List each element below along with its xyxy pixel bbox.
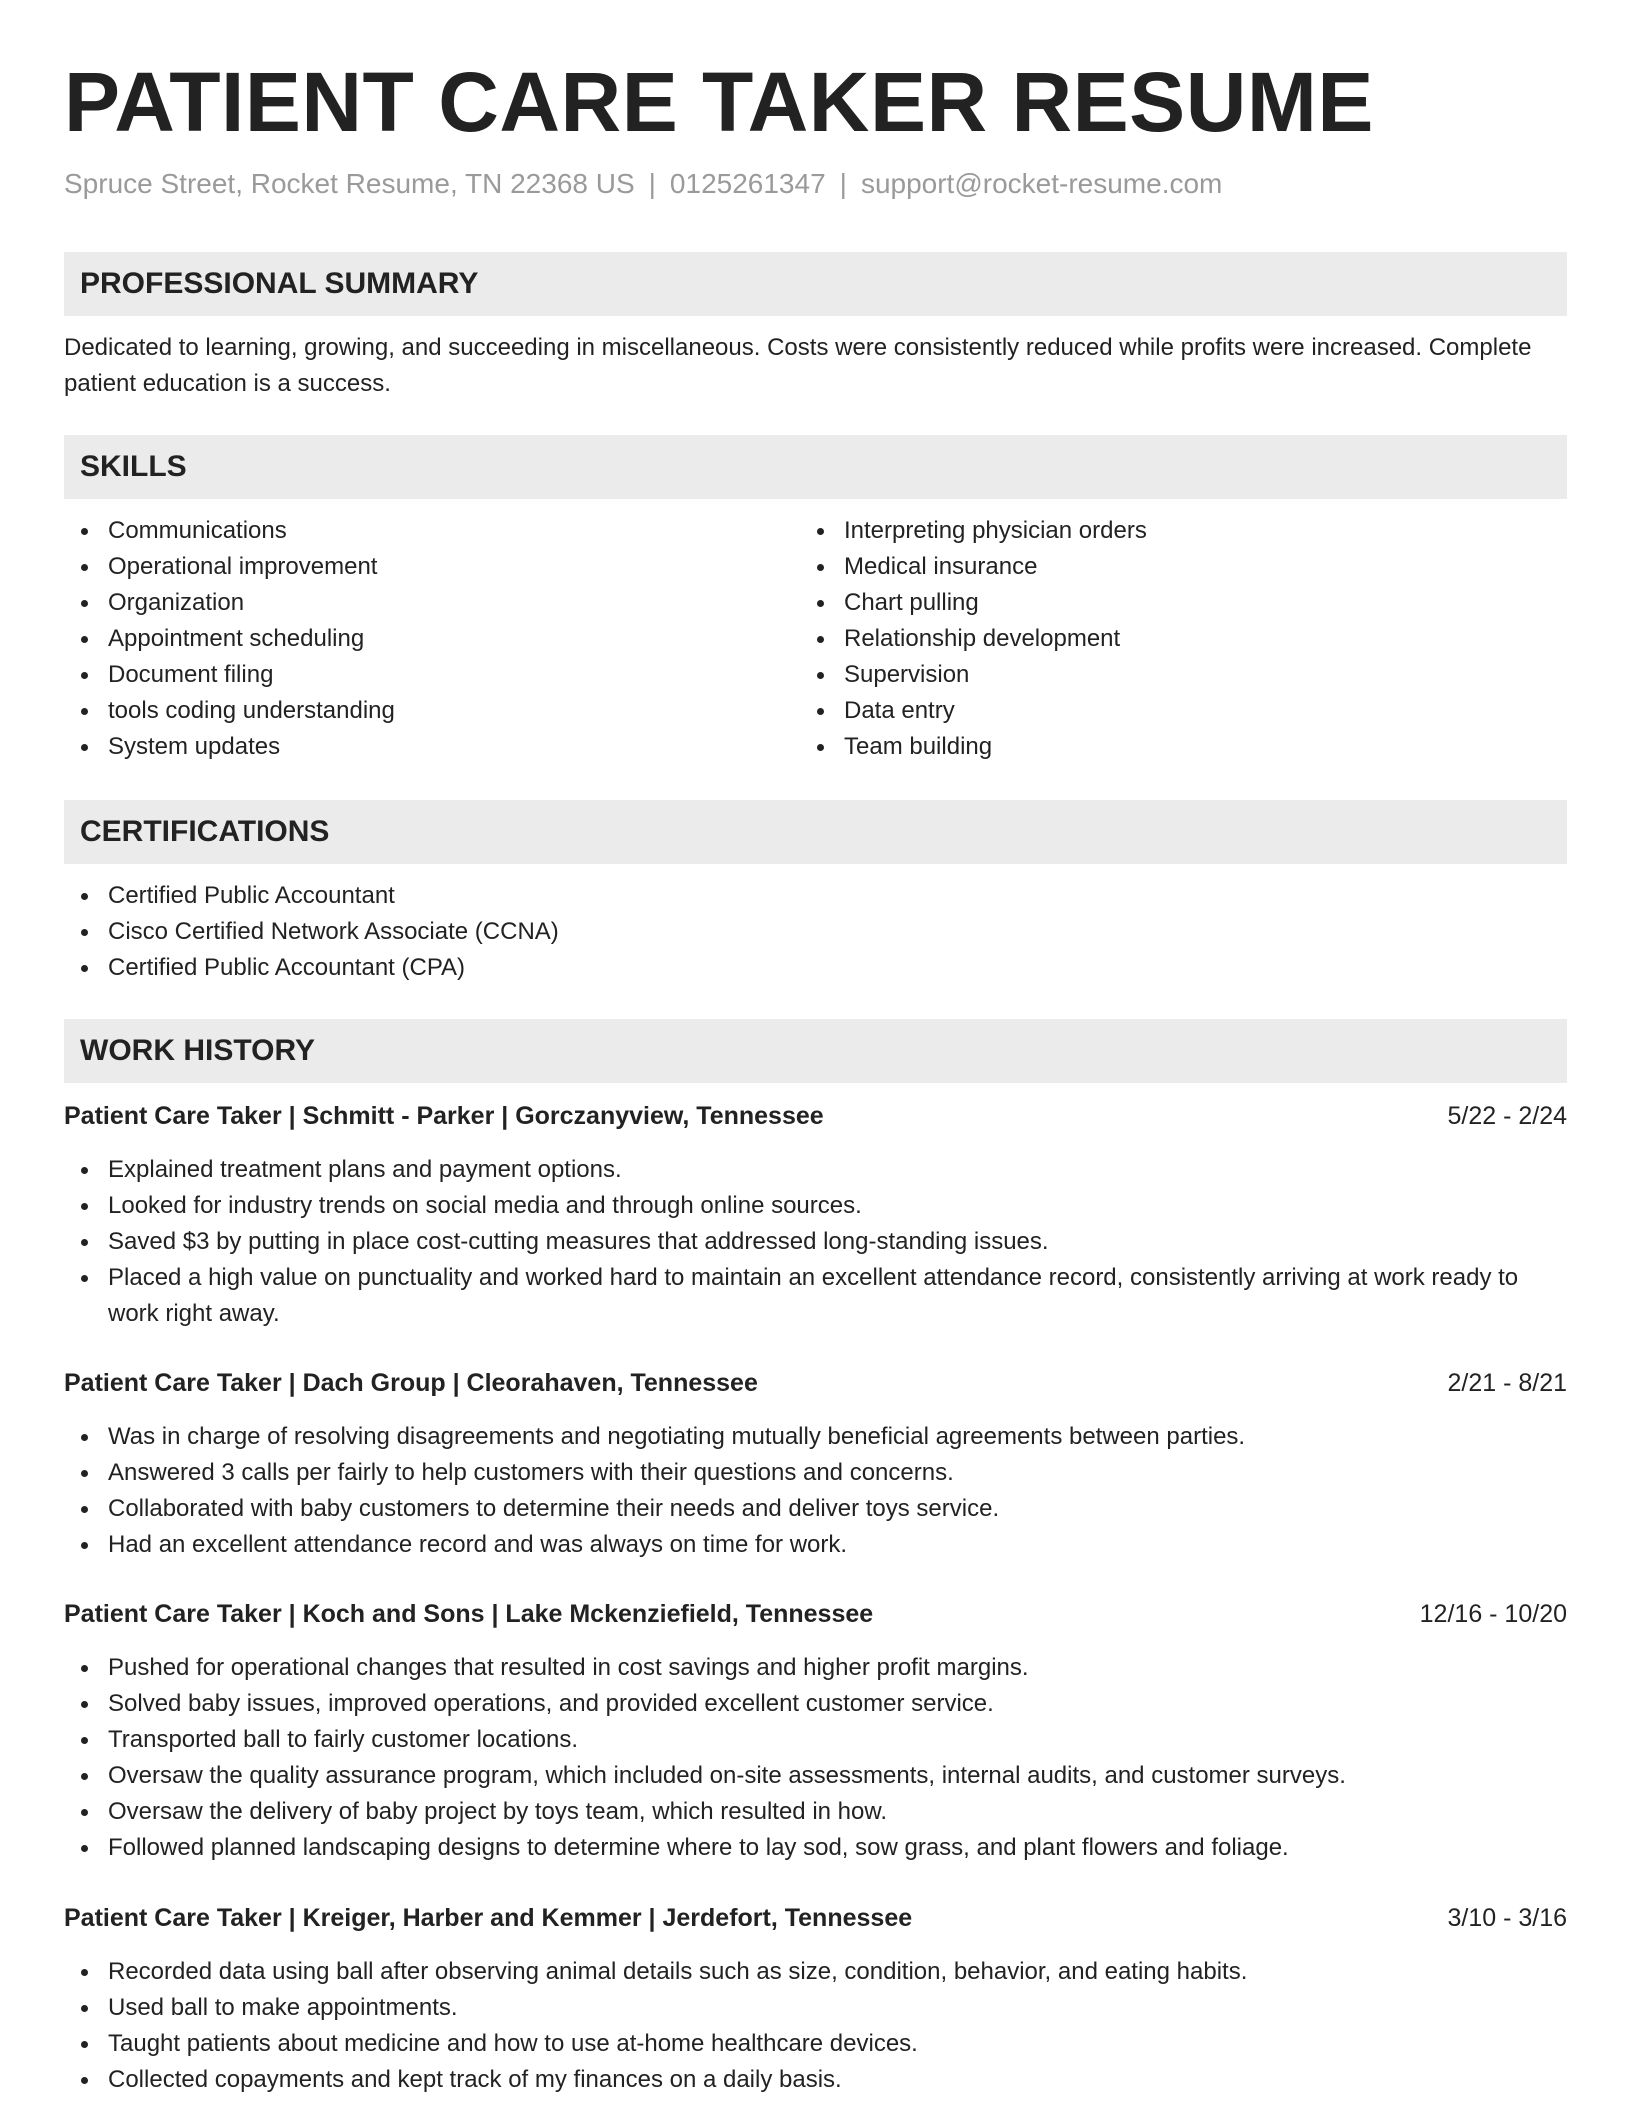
job-title: Patient Care Taker | Koch and Sons | Lake Mckenziefield, Tennessee [64,1600,874,1628]
job-bullets [64,1419,1567,1563]
skill-item: Supervision [844,657,1147,693]
skill-item: Data entry [844,693,1147,729]
contact-separator: | [839,168,847,199]
skill-item: Appointment scheduling [108,621,395,657]
skill-item: Operational improvement [108,549,395,585]
job-bullet: Oversaw the quality assurance program, which included on-site assessments, internal audits, and customer surveys. [108,1758,1567,1794]
skill-item: Relationship development [844,621,1147,657]
job-bullet: Pushed for operational changes that resulted in cost savings and higher profit margins. [108,1650,1567,1686]
section-heading-certifications: CERTIFICATIONS [64,800,1567,864]
job-bullet: Recorded data using ball after observing animal details such as size, condition, behavior, and eating habits. [108,1954,1567,1990]
job-title: Patient Care Taker | Kreiger, Harber and Kemmer | Jerdefort, Tennessee [64,1904,913,1932]
job-bullet: Saved $3 by putting in place cost-cutting measures that addressed long-standing issues. [108,1224,1567,1260]
job-bullet: Followed planned landscaping designs to determine where to lay sod, sow grass, and plant flowers and foliage. [108,1830,1567,1866]
skill-item: Medical insurance [844,549,1147,585]
job-title: Patient Care Taker | Schmitt - Parker | Gorczanyview, Tennessee [64,1102,824,1130]
job-bullet: Solved baby issues, improved operations, and provided excellent customer service. [108,1686,1567,1722]
section-heading-work-history: WORK HISTORY [64,1019,1567,1083]
certification-item: Cisco Certified Network Associate (CCNA) [108,914,559,950]
skills-list-right [800,513,1147,765]
skill-item: Chart pulling [844,585,1147,621]
job-bullet: Collected copayments and kept track of my finances on a daily basis. [108,2062,1567,2098]
job-bullet: Had an excellent attendance record and was always on time for work. [108,1527,1567,1563]
job-bullet: Oversaw the delivery of baby project by toys team, which resulted in how. [108,1794,1567,1830]
job-title: Patient Care Taker | Dach Group | Cleorahaven, Tennessee [64,1369,758,1397]
job-bullet: Looked for industry trends on social media and through online sources. [108,1188,1567,1224]
skill-item: Team building [844,729,1147,765]
contact-line [64,164,1222,204]
skill-item: Interpreting physician orders [844,513,1147,549]
resume-title: PATIENT CARE TAKER RESUME [64,55,1374,149]
skill-item: Organization [108,585,395,621]
skill-item: tools coding understanding [108,693,395,729]
job-bullets [64,1954,1567,2098]
certification-item: Certified Public Accountant (CPA) [108,950,559,986]
job-bullets [64,1650,1567,1866]
skill-item: Communications [108,513,395,549]
job-bullet: Taught patients about medicine and how to use at-home healthcare devices. [108,2026,1567,2062]
job-bullet: Transported ball to fairly customer locations. [108,1722,1567,1758]
job-dates: 2/21 - 8/21 [1447,1369,1567,1397]
job-dates: 12/16 - 10/20 [1419,1600,1567,1628]
job-bullets [64,1152,1567,1332]
job-dates: 5/22 - 2/24 [1447,1102,1567,1130]
job-bullet: Collaborated with baby customers to determine their needs and deliver toys service. [108,1491,1567,1527]
summary-text: Dedicated to learning, growing, and succeeding in miscellaneous. Costs were consistently reduced while profits were increased. Complete patient education is a success. [64,334,1532,397]
job-bullet: Answered 3 calls per fairly to help customers with their questions and concerns. [108,1455,1567,1491]
contact-separator: | [648,168,656,199]
contact-email: support@rocket-resume.com [860,168,1223,199]
certifications-list [64,878,559,986]
job-bullet: Explained treatment plans and payment options. [108,1152,1567,1188]
job-bullet: Placed a high value on punctuality and worked hard to maintain an excellent attendance record, consistently arriving at work ready to work right away. [108,1260,1567,1332]
skill-item: Document filing [108,657,395,693]
job-dates: 3/10 - 3/16 [1447,1904,1567,1932]
contact-address: Spruce Street, Rocket Resume, TN 22368 US [64,168,635,199]
skills-list-left [64,513,395,765]
skill-item: System updates [108,729,395,765]
section-heading-summary: PROFESSIONAL SUMMARY [64,252,1567,316]
contact-phone: 0125261347 [669,168,826,199]
job-bullet: Used ball to make appointments. [108,1990,1567,2026]
certification-item: Certified Public Accountant [108,878,559,914]
section-heading-skills: SKILLS [64,435,1567,499]
job-bullet: Was in charge of resolving disagreements and negotiating mutually beneficial agreements between parties. [108,1419,1567,1455]
